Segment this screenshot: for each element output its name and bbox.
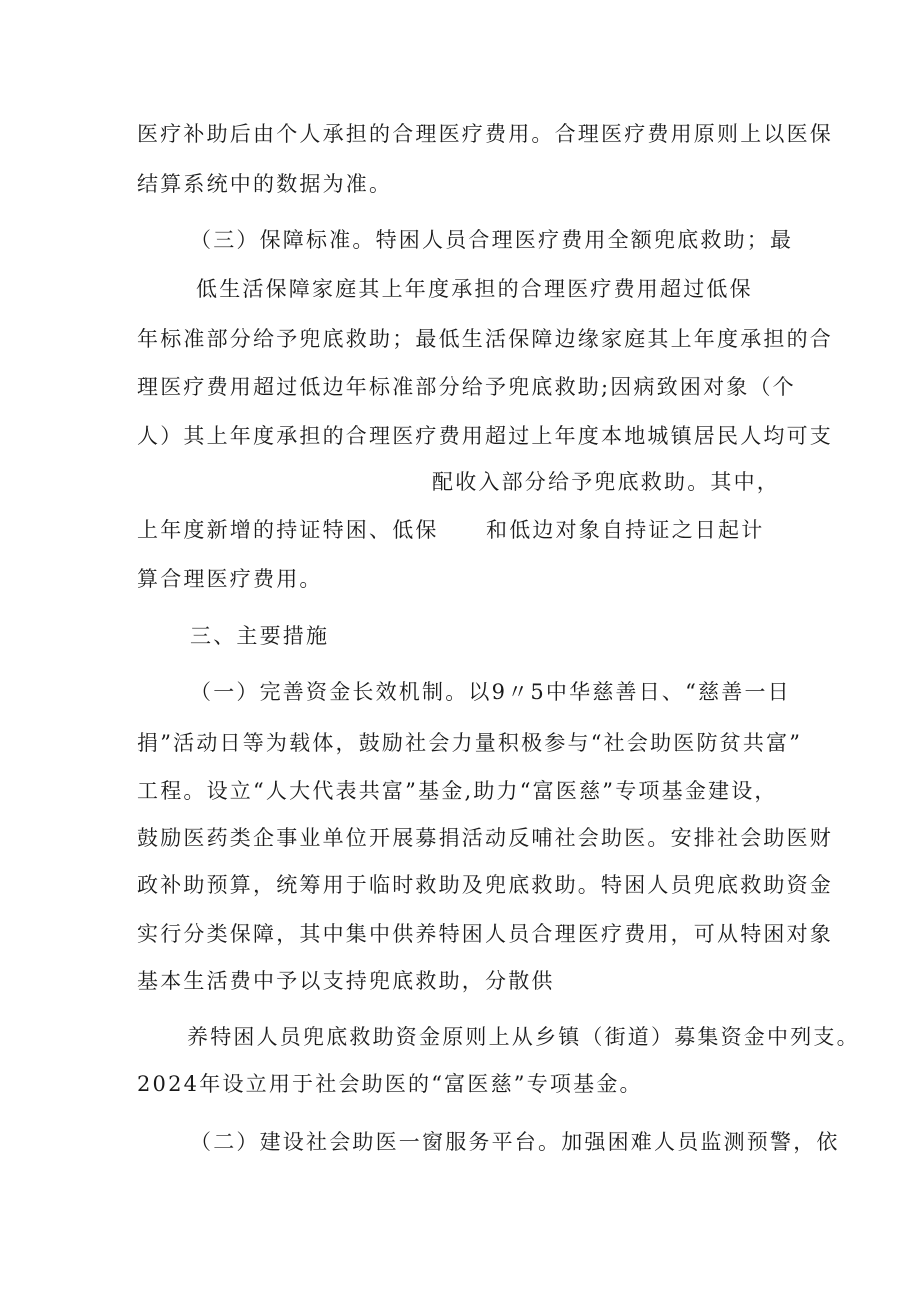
text-line: 捐”活动日等为载体，鼓励社会力量积极参与“社会助医防贫共富”	[137, 731, 803, 755]
text-line: 医疗补助后由个人承担的合理医疗费用。合理医疗费用原则上以医保	[137, 122, 833, 146]
text-line: 理医疗费用超过低边年标准部分给予兜底救助;因病致困对象（个	[137, 375, 796, 399]
text-line: 配收入部分给予兜底救助。其中，	[432, 470, 780, 494]
text-line: 和低边对象自持证之日起计	[486, 518, 765, 542]
text-line: 工程。设立“人大代表共富”基金,助力“富医慈”专项基金建设，	[137, 779, 778, 803]
text-line: 人）其上年度承担的合理医疗费用超过上年度本地城镇居民人均可支	[137, 424, 833, 448]
text-line: 鼓励医药类企事业单位开展募捐活动反哺社会助医。安排社会助医财	[137, 826, 833, 850]
text-line: 政补助预算，统筹用于临时救助及兜底救助。特困人员兜底救助资金	[137, 873, 833, 897]
text-line: （三）保障标准。特困人员合理医疗费用全额兜底救助；最	[190, 228, 794, 252]
text-line: 实行分类保障，其中集中供养特困人员合理医疗费用，可从特困对象	[137, 922, 833, 946]
text-line: 2024年设立用于社会助医的“富医慈”专项基金。	[137, 1072, 643, 1096]
text-line: 年标准部分给予兜底救助；最低生活保障边缘家庭其上年度承担的合	[137, 327, 833, 351]
text-line: （二）建设社会助医一窗服务平台。加强困难人员监测预警，依	[190, 1130, 840, 1154]
text-line: 基本生活费中予以支持兜底救助，分散供	[137, 969, 555, 993]
text-line: 结算系统中的数据为准。	[137, 172, 393, 196]
text-line: 养特困人员兜底救助资金原则上从乡镇（街道）募集资金中列支。	[187, 1025, 860, 1049]
text-line: 上年度新增的持证特困、低保	[137, 518, 439, 542]
section-heading: 三、主要措施	[190, 624, 330, 648]
text-line: 算合理医疗费用。	[137, 567, 323, 591]
text-line: （一）完善资金长效机制。以9〃5中华慈善日、“慈善一日	[190, 680, 791, 704]
text-line: 低生活保障家庭其上年度承担的合理医疗费用超过低保	[196, 277, 753, 301]
